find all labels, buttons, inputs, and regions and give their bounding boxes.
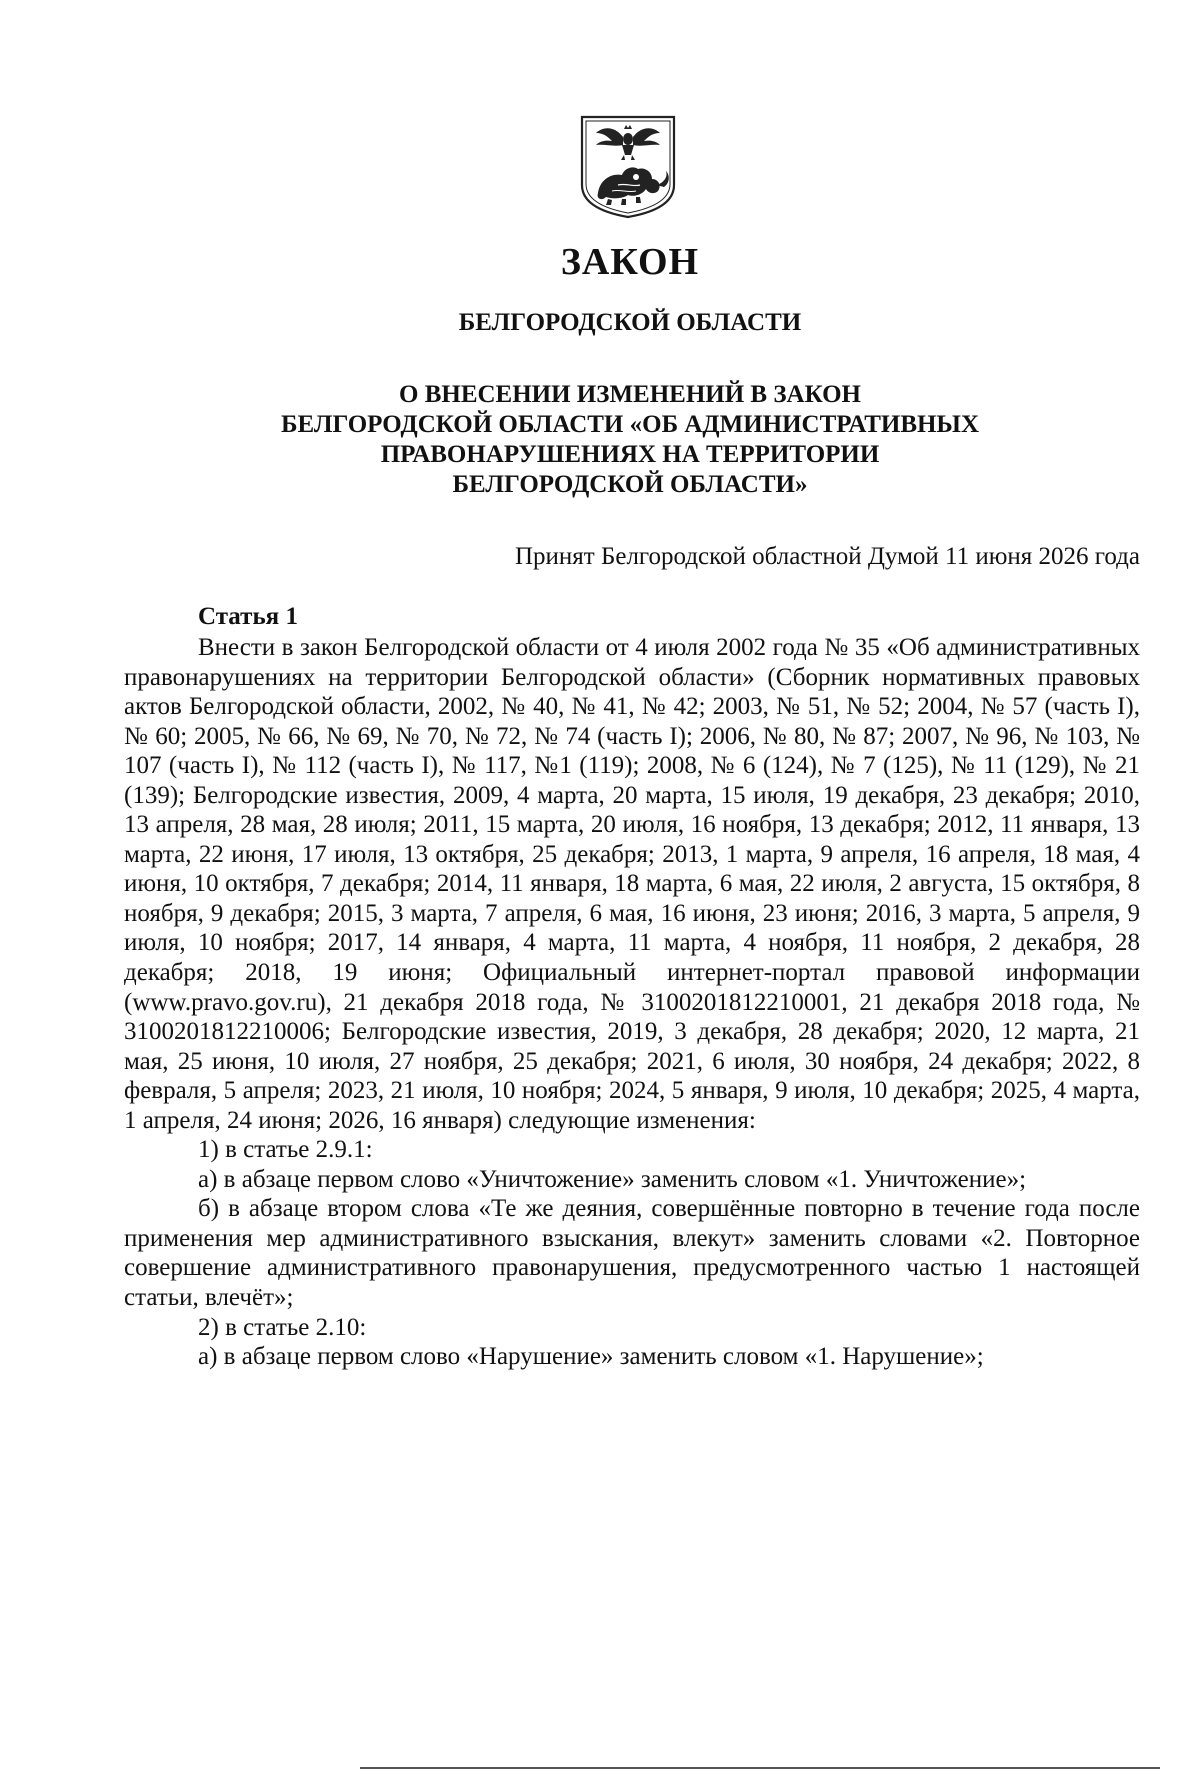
document-subtitle: БЕЛГОРОДСКОЙ ОБЛАСТИ (458, 309, 802, 336)
article-intro-paragraph: Внести в закон Белгородской области от 4 июля 2002 года № 35 «Об административных правонарушениях на территории Белгородской области» (Сборник нормативных правовых актов Белгородской области, 2002, № 40, № 41, № 42; 2003, № 51, № 52; 2004, № 57 (часть I), № 60; 2005, № 66, № 69, № 70, № 72, № 74 (часть I); 2006, № 80, № 87; 2007, № 96, № 103, № 107 (часть I), № 112 (часть I), № 117, №1 (119); 2008, № 6 (124), № 7 (125), № 11 (129), № 21 (139); Белгородские известия, 2009, 4 марта, 20 марта, 15 июля, 19 декабря, 23 декабря; 2010, 13 апреля, 28 мая, 28 июля; 2011, 15 марта, 20 июля, 16 ноября, 13 декабря; 2012, 11 января, 13 марта, 22 июня, 17 июля, 13 октября, 25 декабря; 2013, 1 марта, 9 апреля, 16 апреля, 18 мая, 4 июня, 10 октября, 7 декабря; 2014, 11 января, 18 марта, 6 мая, 22 июля, 2 августа, 15 октября, 8 ноября, 9 декабря; 2015, 3 марта, 7 апреля, 6 мая, 16 июня, 23 июня; 2016, 3 марта, 5 апреля, 9 июля, 10 ноября; 2017, 14 января, 4 марта, 11 марта, 4 ноября, 11 ноября, 2 декабря, 28 декабря; 2018, 19 июня; Официальный интернет-портал правовой информации (www.pravo.gov.ru), 21 декабря 2018 года, № 3100201812210001, 21 декабря 2018 года, № 3100201812210006; Белгородские известия, 2019, 3 декабря, 28 декабря; 2020, 12 марта, 21 мая, 25 июня, 10 июля, 27 ноября, 25 декабря; 2021, 6 июля, 30 ноября, 24 декабря; 2022, 8 февраля, 5 апреля; 2023, 21 июля, 10 ноября; 2024, 5 января, 9 июля, 10 декабря; 2025, 4 марта, 1 апреля, 24 июня; 2026, 16 января) следующие изменения: (124, 634, 1140, 1134)
heading-line: ПРАВОНАРУШЕНИЯХ НА ТЕРРИТОРИИ (380, 441, 880, 468)
heading-line: О ВНЕСЕНИИ ИЗМЕНЕНИЙ В ЗАКОН (399, 381, 861, 408)
document-heading (100, 380, 1160, 500)
document-title: ЗАКОН (560, 241, 700, 283)
amendment-item: 2) в статье 2.10: (198, 1313, 367, 1341)
article-title: Статья 1 (198, 603, 298, 630)
amendment-item: а) в абзаце первом слово «Нарушение» заменить словом «1. Нарушение»; (198, 1343, 984, 1371)
amendment-item: 1) в статье 2.9.1: (198, 1136, 373, 1164)
amendment-item: а) в абзаце первом слово «Уничтожение» заменить словом «1. Уничтожение»; (198, 1165, 1027, 1193)
article-body (124, 633, 1140, 1372)
amendment-item: б) в абзаце втором слова «Те же деяния, совершённые повторно в течение года после применения мер административного взыскания, влекут» заменить словами «2. Повторное совершение административного правонарушения, предусмотренного частью 1 настоящей статьи, влечёт»; (124, 1195, 1140, 1312)
coat-of-arms-icon (578, 113, 678, 221)
adoption-note: Принят Белгородской областной Думой 11 июня 2026 года (515, 543, 1140, 570)
heading-line: БЕЛГОРОДСКОЙ ОБЛАСТИ «ОБ АДМИНИСТРАТИВНЫХ (280, 411, 980, 438)
heading-line: БЕЛГОРОДСКОЙ ОБЛАСТИ» (452, 471, 808, 498)
page-edge-divider (360, 1767, 1160, 1769)
